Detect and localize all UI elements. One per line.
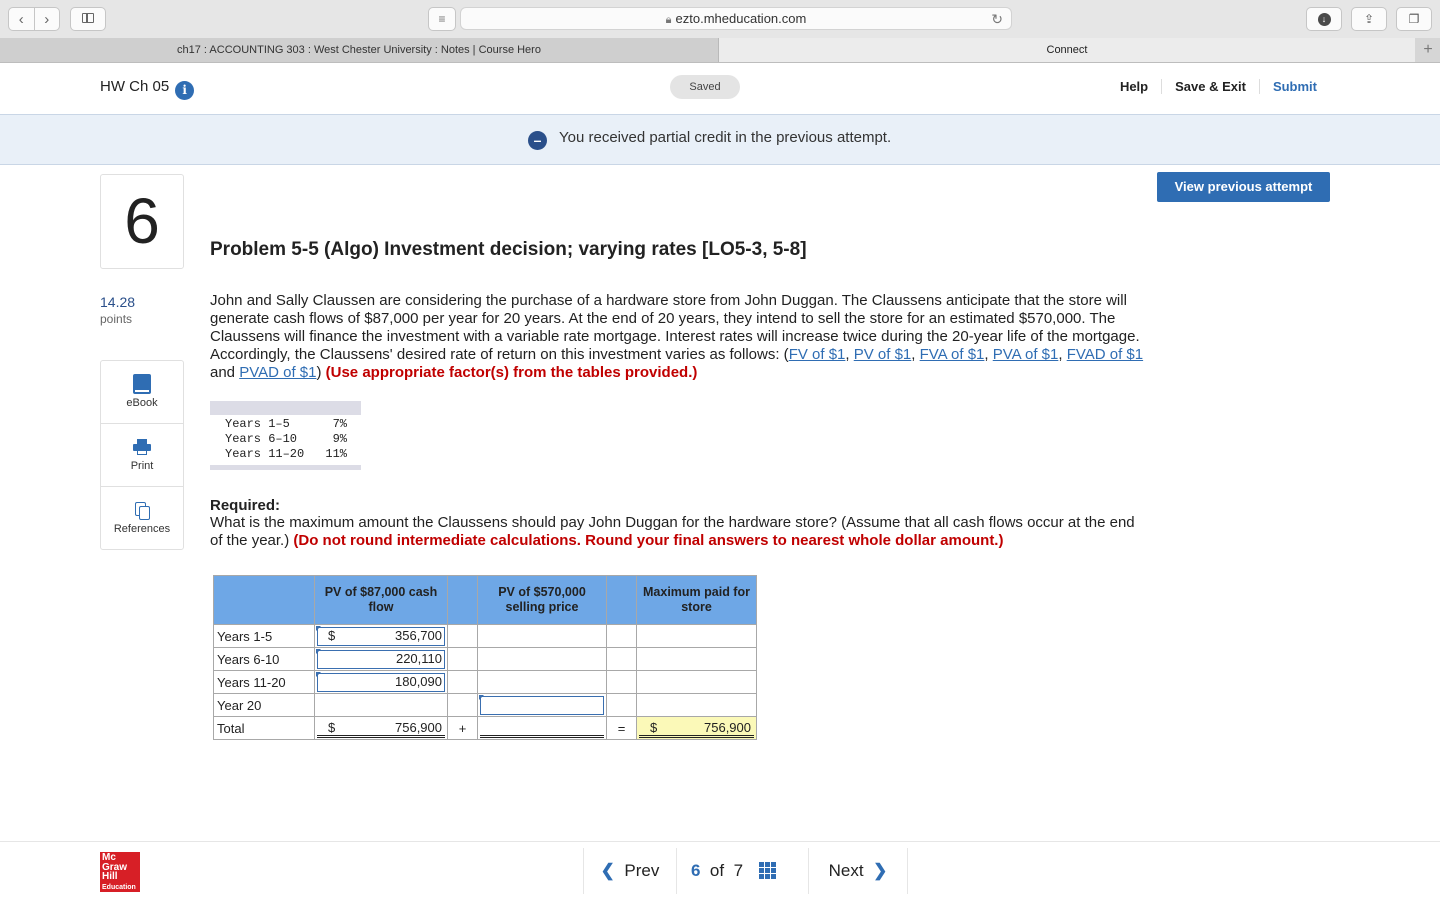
pv-cash-input[interactable]: 180,090 (315, 671, 448, 694)
nav-buttons (8, 7, 60, 31)
pva-link[interactable]: PVA of $1 (992, 346, 1059, 363)
forward-icon[interactable]: › (44, 10, 50, 28)
references-icon (133, 500, 151, 520)
problem-title: Problem 5-5 (Algo) Investment decision; varying rates [LO5-3, 5-8] (210, 239, 807, 260)
chevron-right-icon: ❯ (873, 861, 888, 880)
sidebar-toggle-icon[interactable] (70, 7, 106, 31)
tools-panel (100, 360, 184, 550)
reload-icon[interactable]: ↻ (991, 11, 1003, 27)
saved-status: Saved (670, 75, 740, 99)
pvad-link[interactable]: PVAD of $1 (239, 364, 317, 381)
prev-button[interactable]: ❮ Prev (584, 848, 677, 894)
save-exit-link[interactable]: Save & Exit (1161, 79, 1259, 94)
new-tab-icon[interactable]: + (1423, 41, 1433, 58)
total-max-paid: $ 756,900 (637, 717, 757, 740)
share-icon[interactable]: ⇪ (1351, 7, 1387, 31)
problem-text: John and Sally Claussen are considering the purchase of a hardware store from John Duggan. The Claussens anticipate that the store will generate cash flows of $87,000 per year for 20 years. At the end of 20 years, they intend to sell the store for an estimated $570,000. The Claussens will finance the investment with a variable rate mortgage. Interest rates will increase twice during the 20-year life of the mortgage. Accordingly, the Claussens' desired rate of return on this investment varies as follows: (FV of $1, PV of $1, FVA of $1, PVA of $1, FVAD of $1 and PVAD of $1) (Use appropriate factor(s) from the tables provided.) (210, 292, 1144, 381)
assignment-header (0, 63, 1440, 115)
fv-link[interactable]: FV of $1 (788, 346, 846, 363)
rate-row: Years 11–20 11% (225, 447, 347, 461)
grid-icon[interactable] (759, 862, 776, 879)
table-row: Years 6-10 220,110 (214, 648, 757, 671)
table-row: Years 11-20 180,090 (214, 671, 757, 694)
header-pv-selling: PV of $570,000 selling price (478, 576, 607, 625)
minus-circle-icon: – (528, 131, 547, 150)
tab-course-hero[interactable]: ch17 : ACCOUNTING 303 : West Chester University : Notes | Course Hero (0, 38, 719, 62)
total-pv-cash: $ 756,900 (315, 717, 448, 740)
reader-icon[interactable]: ≡ (428, 7, 456, 31)
question-number: 6 (100, 174, 184, 269)
pv-cash-input[interactable]: 220,110 (315, 648, 448, 671)
tab-bar (0, 38, 1440, 63)
references-button[interactable]: References (101, 487, 183, 549)
book-icon (133, 374, 151, 394)
submit-link[interactable]: Submit (1259, 79, 1330, 94)
required-label: Required: (210, 497, 281, 514)
printer-icon (133, 437, 151, 457)
total-pv-selling (478, 717, 607, 740)
info-icon[interactable]: i (175, 81, 194, 100)
view-previous-attempt-button[interactable]: View previous attempt (1157, 172, 1330, 202)
browser-toolbar (0, 0, 1440, 39)
table-row: Year 20 (214, 694, 757, 717)
required-text: What is the maximum amount the Claussens should pay John Duggan for the hardware store? (Assume that all cash flows occur at the end of the year.) (Do not round intermediate calculations. Round your final answers to nearest whole dollar amount.) (210, 514, 1135, 549)
rate-row: Years 6–10 9% (225, 432, 347, 446)
url-text: ezto.mheducation.com (675, 11, 807, 26)
pv-link[interactable]: PV of $1 (853, 346, 912, 363)
mcgraw-hill-logo: Mc Graw Hill Education (100, 852, 140, 892)
chevron-left-icon: ❮ (600, 861, 615, 880)
table-row: Years 1-5 $ 356,700 (214, 625, 757, 648)
partial-credit-banner (0, 114, 1440, 165)
fva-link[interactable]: FVA of $1 (919, 346, 985, 363)
header-max-paid: Maximum paid for store (637, 576, 757, 625)
banner-message: You received partial credit in the previous attempt. (559, 129, 892, 146)
question-navigator[interactable]: 6 of 7 (677, 848, 809, 894)
answer-table (213, 575, 757, 740)
rates-table (210, 401, 361, 470)
rate-row: Years 1–5 7% (225, 417, 347, 431)
pv-cash-input[interactable]: $ 356,700 (315, 625, 448, 648)
lock-icon: 🔒︎ (665, 14, 672, 26)
address-bar[interactable] (460, 7, 1012, 30)
pv-selling-input[interactable] (478, 694, 607, 717)
next-button[interactable]: Next ❯ (809, 848, 908, 894)
header-links (1107, 79, 1330, 94)
instruction-text: (Use appropriate factor(s) from the tables provided.) (325, 364, 698, 381)
download-icon[interactable]: ↓ (1306, 7, 1342, 31)
help-link[interactable]: Help (1119, 79, 1149, 94)
tabs-overview-icon[interactable]: ❐ (1396, 7, 1432, 31)
back-icon[interactable]: ‹ (9, 8, 35, 30)
total-row: Total $ 756,900 + = $ 756,900 (214, 717, 757, 740)
assignment-title: HW Ch 05 i (100, 78, 194, 100)
tab-connect[interactable]: Connect (719, 38, 1415, 62)
ebook-button[interactable]: eBook (101, 361, 183, 424)
points-label: points (100, 312, 133, 326)
question-pager (583, 848, 908, 894)
fvad-link[interactable]: FVAD of $1 (1066, 346, 1144, 363)
print-button[interactable]: Print (101, 424, 183, 487)
points-value: 14.28 (100, 294, 136, 310)
header-pv-cash: PV of $87,000 cash flow (315, 576, 448, 625)
